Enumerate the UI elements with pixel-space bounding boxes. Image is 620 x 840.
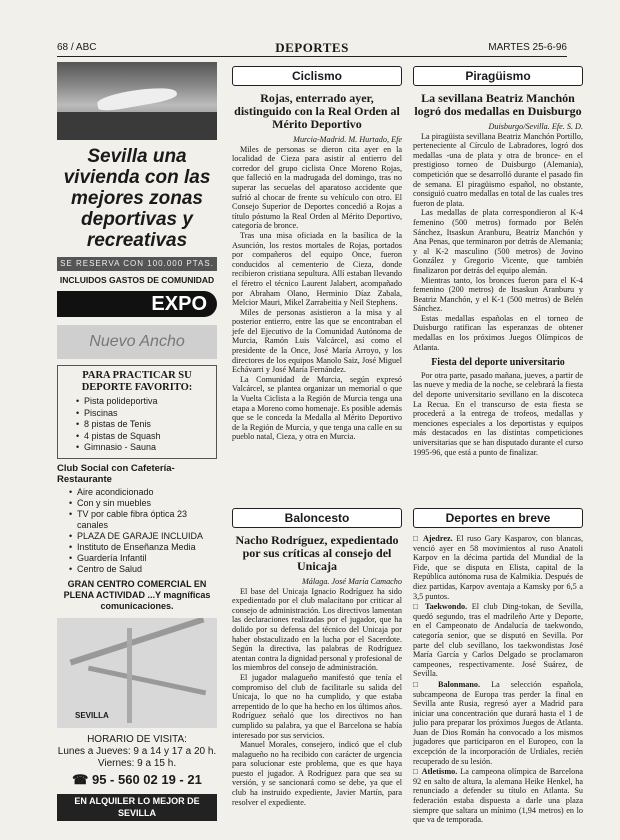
article-piraguismo <box>413 66 583 457</box>
brief-item: □ Atletismo. La campeona olímpica de Barcelona 92 en salto de altura, la alemana Heike Henkel, ha renunciado a defender su título en Atlanta. Su federación estaba dispuesta a darle una plaza siempre que saltara un mínimo (1,94 metros) en lo que va de temporada. <box>413 767 583 825</box>
real-estate-ad <box>57 62 217 834</box>
brief-text: La selección española, subcampeona de Europa tras perder la final en Sevilla ante Rusia, regresó ayer a Madrid para iniciar una concentración que durará hasta el 1 de julio para preparar los próximos Juegos de Atlanta. Juan de Dios Román ha convocado a los mismos jugadores que participaron en el Europeo, con la excepción de la incorporación de Urdiales, recién recuperado de su lesión. <box>413 679 583 766</box>
brief-text: El club Ding-tokan, de Sevilla, quedó segundo, tras el madrileño Arte y Deporte, en el Campeonato de Andalucía de taekwondo, categoría senior, que se disputó en Sevilla. Por parte del club sevillano, los taekwondistas José María García y Carlos Delgado se proclamaron campeones, respectivamente. José Suárez, de Sevilla. <box>413 602 583 679</box>
list-item: • Pista polideportiva <box>76 396 210 408</box>
horario-line-1: Lunes a Jueves: 9 a 14 y 17 a 20 h. <box>57 745 217 757</box>
phone-icon: ☎ <box>72 771 92 787</box>
brief-lead: Taekwondo. <box>424 602 468 612</box>
article-paragraph: Mientras tanto, los bronces fueron para el K-4 femenino (200 metros) de Itsaskun Aranburu y Beatriz Manchón, y el K-1 (500 metros) de Belén Sánchez. <box>413 275 583 314</box>
horario-line-2: Viernes: 9 a 15 h. <box>97 757 177 769</box>
ad-centro: GRAN CENTRO COMERCIAL EN PLENA ACTIVIDAD ...Y magníficas comunicaciones. <box>63 578 211 611</box>
article-paragraph: Estas medallas españolas en el torneo de Duisburgo ratifican las esperanzas de obtener medallas en los próximos Juegos Olímpicos de Atlanta. <box>413 313 583 352</box>
article-paragraph: Tras una misa oficiada en la basílica de la Asunción, los restos mortales de Rojas, portados por compañeros del equipo Once, fueron conducidos al cementerio de Cieza, donde recibieron cristiana sepultura. Allí estaban llevando el féretro el técnico Laurent Jalabert, acompañado por Abraham Olano, Herminio Díaz Zabala, Melcior Mauri, Mikel Zarrabeitia y Neil Stephens. <box>232 230 402 308</box>
article-baloncesto <box>232 508 402 807</box>
map-label: SEVILLA <box>75 710 109 720</box>
ad-club: Club Social con Cafetería-Restaurante <box>57 462 175 485</box>
brief-lead: Balonmano. <box>437 679 481 689</box>
issue-date: MARTES 25-6-96 <box>488 42 567 53</box>
ad-sports-list <box>76 396 210 454</box>
article-paragraph: Manuel Morales, consejero, indicó que el club malagueño no ha recibido con carácter de urgencia para solucionar este problema, que es que haya puesto el jugador. A Rodríguez para que sea su versión, y se sancionará como se debe, ya que el club ha instruido expediente, Javier Martín, para resolver el expediente. <box>232 740 402 807</box>
article-paragraph: El base del Unicaja Ignacio Rodríguez ha sido expedientado por el club malacitano por criticar al consejo de administración. Los directivos lamentan las declaraciones realizadas por el jugador, que ha dolido por su defensa del técnico del Unicaja por haber obstaculizado en la lucha por el Sacerdote. Según la directiva, las palabras de Rodríguez atentan contra la dignidad personal y profesional de los miembros del consejo de administración. <box>232 586 402 673</box>
horario-title: HORARIO DE VISITA: <box>87 733 187 745</box>
page-number: 68 / ABC <box>57 42 97 53</box>
article-dateline: Málaga. José María Camacho <box>301 577 402 586</box>
article-title: Rojas, enterrado ayer, distinguido con la Real Orden al Mérito Deportivo <box>234 91 400 131</box>
article-title: Nacho Rodríguez, expedientado por sus críticas al consejo del Unicaja <box>235 533 399 573</box>
ad-expo-logo: EXPO <box>57 291 217 317</box>
brief-lead: Atletismo. <box>421 767 458 777</box>
article-paragraph: El jugador malagueño manifestó que tenía el compromiso del club de facilitarle su salida del Unicaja, lo que no ha cumplido, y que estaba arrepentido de lo que ha hecho en los últimos años. Rodríguez señaló que los directivos no han cumplido su palabra, ya que el Barcelona se había interesado por sus servicios. <box>232 672 402 740</box>
article-dateline: Duisburgo/Sevilla. Efe. S. D. <box>488 122 583 131</box>
list-item: • TV por cable fibra óptica 23 canales <box>69 509 217 531</box>
article-title: La sevillana Beatriz Manchón logró dos medallas en Duisburgo <box>414 91 582 118</box>
ad-headline: Sevilla una vivienda con las mejores zonas deportivas y recreativas <box>63 146 211 251</box>
section-label: Baloncesto <box>232 508 402 528</box>
ad-box-title: PARA PRACTICAR SU DEPORTE FAVORITO: <box>81 370 193 393</box>
ad-wave-banner: Nuevo Ancho <box>57 325 217 359</box>
brief-text: El ruso Gary Kasparov, con blancas, venció ayer en 58 movimientos al ruso Anatoli Karpov en la décima partida del Mundial de la Fide, que se disputa en Elista, capital de la República autónoma rusa de Kalmikia. Después de diez partidas, Karpov aventaja a Kamsky por 6,5 a 3,5 puntos. <box>413 534 583 601</box>
brief-item: □ Taekwondo. El club Ding-tokan, de Sevilla, quedó segundo, tras el madrileño Arte y Deporte, en el Campeonato de Andalucía de taekwondo, categoría senior, que se disputó en Sevilla. Por parte del club sevillano, los taekwondistas José María García y Carlos Delgado se proclamaron campeones, respectivamente. José Suárez, de Sevilla. <box>413 602 583 679</box>
brief-lead: Ajedrez. <box>423 534 453 543</box>
phone-number: 95 - 560 02 19 - 21 <box>91 771 202 787</box>
article-paragraph: Las medallas de plata correspondieron al K-4 femenino (500 metros) formado por Belén Sánchez, Itsaskun Aranburu, Beatriz Manchón y Ana Penas, que terminaron por detrás de Alemania; y al K-2 masculino (500 metros) de Jovino González y Gregorio Vicente, que también finalizaron por detrás del equipo alemán. <box>413 208 583 275</box>
ad-photo <box>57 62 217 140</box>
article-paragraph: Miles de personas asistieron a la misa y al posterior entierro, entre las que se encontraban el jefe del Ejecutivo de la Comunidad Autónoma de Murcia, Ramón Luis Valcárcel, así como el presidente de la Once, José María Arroyo, y los directores de los equipos Manolo Saiz, José Miguel Echávarri y José María Fernández. <box>232 307 402 375</box>
brief-text: La campeona olímpica de Barcelona 92 en salto de altura, la alemana Heike Henkel, ha renunciado a defender su título en Atlanta. Su federación estaba dispuesta a darle una plaza siempre que saltara un mínimo (1,94 metros) en lo que va de temporada. <box>413 767 583 825</box>
list-item: • Aire acondicionado <box>69 487 217 498</box>
ad-horario <box>57 734 217 770</box>
section-label: Ciclismo <box>232 66 402 86</box>
list-item: • Guardería Infantil <box>69 553 217 564</box>
section-title: DEPORTES <box>275 40 349 55</box>
list-item: • 4 pistas de Squash <box>76 431 210 443</box>
article-paragraph: La piragüista sevillana Beatriz Manchón Portillo, perteneciente al Círculo de Labradores, logró dos medallas -una de plata y otra de bronce- en el prestigioso torneo de Duisburgo (Alemania), competición que se desarrolló durante el pasado fin de semana. El piragüismo español, no obstante, consiguió cuatro medallas en total de las cuales tres fueron de plata. <box>413 131 583 208</box>
list-item: • 8 pistas de Tenis <box>76 419 210 431</box>
article-paragraph: Por otra parte, pasado mañana, jueves, a partir de las nueve y media de la noche, se celebrará la fiesta del deporte universitario sevillano en la discoteca La Recua. En el transcurso de esta fiesta se procederá a la entrega de trofeos, medallas y menciones especiales a los deportistas y equipos más destacados en las distintas competiciones universitarias que se han disputado durante el curso 1995-96, que está a punto de finalizar. <box>413 370 583 457</box>
list-item: • PLAZA DE GARAJE INCLUIDA <box>69 531 217 542</box>
ad-map <box>57 618 217 728</box>
brief-item: □ Ajedrez. El ruso Gary Kasparov, con blancas, venció ayer en 58 movimientos al ruso Anatoli Karpov en la décima partida del Mundial de la Fide, que se disputa en Elista, capital de la República autónoma rusa de Kalmikia. Después de diez partidas, Karpov aventaja a Kamsky por 6,5 a 3,5 puntos. <box>413 534 583 601</box>
ad-band: SE RESERVA CON 100.000 PTAS. <box>57 257 217 271</box>
ad-extras-list <box>69 487 217 575</box>
ad-phone <box>57 772 217 788</box>
article-paragraph: Miles de personas se dieron cita ayer en la localidad de Cieza para asistir al entierro del corredor del grupo ciclista Once Moreno Rojas, que falleció en la madrugada del domingo, tras no superar las secuelas del aparatoso accidente que sufrió al chocar de frente su vehículo con otro. El Consejo Superior de Deportes concedió a Rojas a título póstumo la Real Orden al Mérito Deportivo, categoría de bronce. <box>232 144 402 231</box>
page-header <box>57 40 567 57</box>
section-label: Piragüismo <box>413 66 583 86</box>
ad-sports-box <box>57 365 217 459</box>
article-paragraph: La Comunidad de Murcia, según expresó Valcárcel, se plantea organizar un memorial o que la Vuelta Ciclista a la Región de Murcia tenga una etapa a Moreno como homenaje. Es posible además que se le conceda la Medalla al Mérito Deportivo de la Región de Murcia, y que tenga una calle en su pueblo natal, Cieza, y otra en Murcia. <box>232 374 402 442</box>
article-dateline: Murcia-Madrid. M. Hurtado, Efe <box>293 135 402 144</box>
list-item: • Centro de Salud <box>69 564 217 575</box>
list-item: • Piscinas <box>76 408 210 420</box>
ad-includes: INCLUIDOS GASTOS DE COMUNIDAD <box>59 275 215 285</box>
article-ciclismo <box>232 66 402 442</box>
brief-item: □ Balonmano. La selección española, subcampeona de Europa tras perder la final en Sevilla ante Rusia, regresó ayer a Madrid para iniciar una concentración que durará hasta el 1 de julio para preparar los próximos Juegos de Atlanta. Juan de Dios Román ha convocado a los mismos jugadores que participaron en el Europeo, con la excepción de la incorporación de Urdiales, recién recuperado de su lesión. <box>413 679 583 766</box>
list-item: • Con y sin muebles <box>69 498 217 509</box>
section-label: Deportes en breve <box>413 508 583 528</box>
list-item: • Instituto de Enseñanza Media <box>69 542 217 553</box>
subheading: Fiesta del deporte universitario <box>431 357 565 369</box>
list-item: • Gimnasio - Sauna <box>76 442 210 454</box>
article-breves <box>413 508 583 826</box>
ad-footer: EN ALQUILER LO MEJOR DE SEVILLA <box>57 794 217 821</box>
